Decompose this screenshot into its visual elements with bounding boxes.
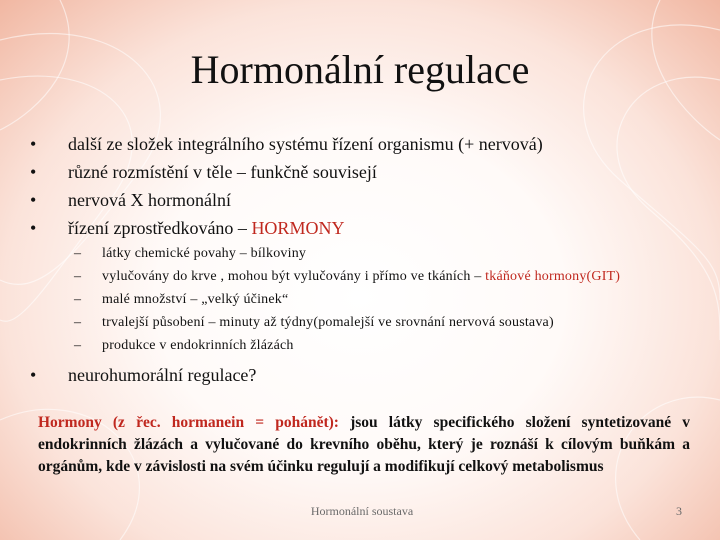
bullet-item xyxy=(30,362,256,388)
bullet-text: různé rozmístění v těle – funkčně souvisejí xyxy=(68,162,377,182)
subbullet-text: trvalejší působení – minuty až týdny(pomalejší ve srovnání nervová soustava) xyxy=(102,315,554,330)
bullet-marker: • xyxy=(30,218,37,238)
subbullet-marker: – xyxy=(74,292,82,307)
definition-paragraph xyxy=(38,412,690,478)
bullet-item xyxy=(30,159,377,185)
subbullet-item xyxy=(74,290,288,310)
slide-footer: Hormonální soustava xyxy=(310,504,414,518)
bullet-item xyxy=(30,187,231,213)
bullet-item xyxy=(30,215,344,241)
subbullet-marker: – xyxy=(74,338,82,353)
subbullet-text: vylučovány do krve , mohou být vylučovány i přímo ve tkáních – xyxy=(102,269,486,284)
bullet-marker: • xyxy=(30,190,37,210)
definition-text: jsou látky specifického složení syntetizované v endokrinních žlázách a vylučované do krevního oběhu, který je roznáší k cílovým buňkám a orgánům, kde v závislosti na svém účinku regulují a modifikují celkový metabolismus xyxy=(38,414,691,475)
subbullet-marker: – xyxy=(74,315,82,330)
bullet-marker: • xyxy=(30,134,37,154)
page-number: 3 xyxy=(676,504,682,518)
bullet-text: nervová X hormonální xyxy=(68,190,231,210)
bullet-marker: • xyxy=(30,365,37,385)
subbullet-item xyxy=(74,244,306,264)
subbullet-text: látky chemické povahy – bílkoviny xyxy=(102,246,307,261)
bullet-text: neurohumorální regulace? xyxy=(68,365,257,385)
bullet-item xyxy=(30,131,543,157)
subbullet-text: malé množství – „velký účinek“ xyxy=(102,292,289,307)
subbullet-item xyxy=(74,267,620,287)
definition-term: Hormony (z řec. hormanein = pohánět): xyxy=(38,414,339,431)
subbullet-item xyxy=(74,336,294,356)
hormony-highlight: HORMONY xyxy=(251,218,345,238)
bullet-marker: • xyxy=(30,162,37,182)
bullet-text: další ze složek integrálního systému řízení organismu (+ nervová) xyxy=(68,134,543,154)
subbullet-marker: – xyxy=(74,246,82,261)
tissue-hormones-highlight: tkáňové hormony(GIT) xyxy=(485,269,621,284)
bullet-text: řízení zprostředkováno – xyxy=(68,218,252,238)
subbullet-text: produkce v endokrinních žlázách xyxy=(102,338,294,353)
subbullet-item xyxy=(74,313,554,333)
subbullet-marker: – xyxy=(74,269,82,284)
slide-title: Hormonální regulace xyxy=(190,47,530,92)
